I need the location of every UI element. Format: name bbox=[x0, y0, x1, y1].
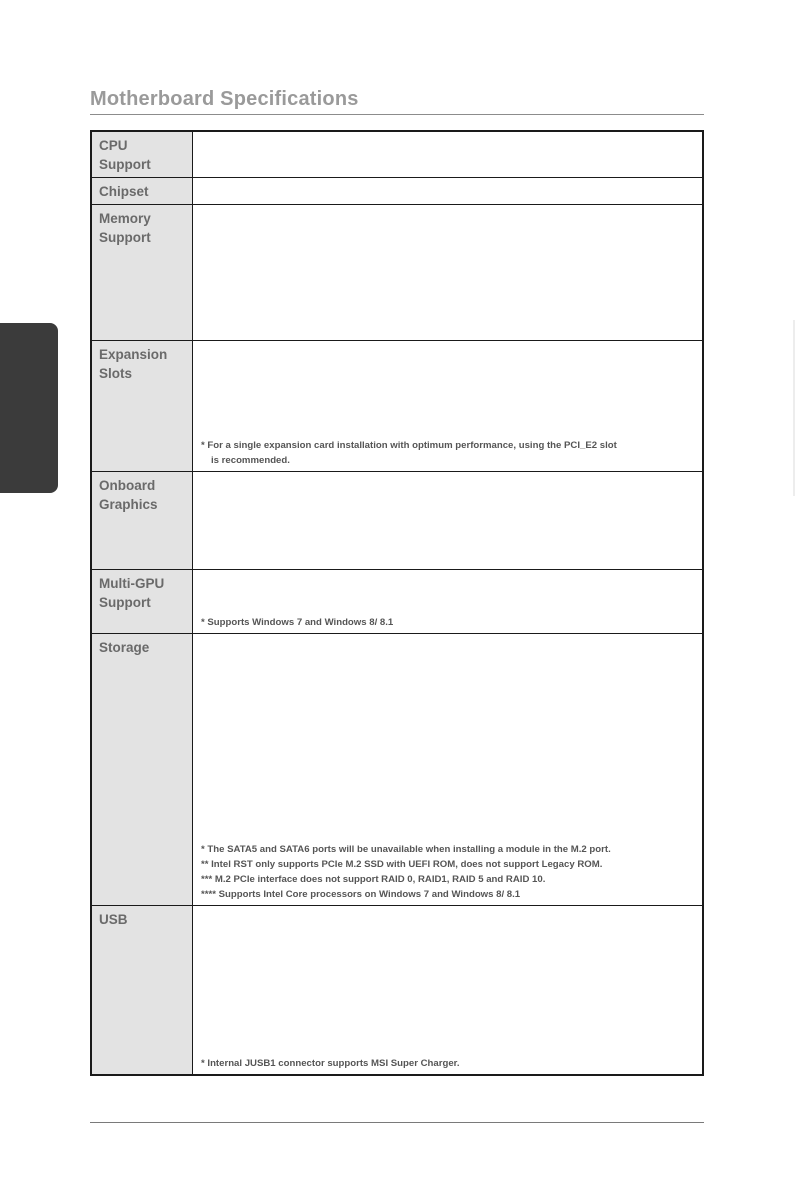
footnote: is recommended. bbox=[211, 454, 290, 466]
footnote: **** Supports Intel Core processors on Windows 7 and Windows 8/ 8.1 bbox=[201, 888, 521, 900]
spec-content-chipset bbox=[193, 177, 704, 204]
footnote: * Supports Windows 7 and Windows 8/ 8.1 bbox=[201, 616, 394, 628]
footnotes bbox=[201, 438, 694, 468]
chapter-side-tab bbox=[0, 323, 58, 493]
spec-label-cell bbox=[91, 131, 193, 177]
spec-content-expansion-slots bbox=[193, 340, 704, 471]
spec-row-usb bbox=[91, 905, 703, 1075]
spec-label-expansion-slots: Expansion Slots bbox=[99, 346, 168, 381]
spec-content-onboard-graphics bbox=[193, 471, 704, 569]
footnote: *** M.2 PCIe interface does not support RAID 0, RAID1, RAID 5 and RAID 10. bbox=[201, 873, 546, 885]
spec-label-multi-gpu-support: Multi-GPU Support bbox=[99, 575, 165, 610]
spec-content-cpu-support bbox=[193, 131, 704, 177]
spec-content-memory-support bbox=[193, 204, 704, 340]
spec-label-storage: Storage bbox=[99, 639, 150, 655]
spec-row-storage bbox=[91, 633, 703, 905]
footnote: * Internal JUSB1 connector supports MSI Super Charger. bbox=[201, 1058, 460, 1069]
footnotes bbox=[201, 842, 694, 902]
footnote: * For a single expansion card installation with optimum performance, using the PCI_E2 slot bbox=[201, 439, 617, 451]
spec-content-usb bbox=[193, 905, 704, 1075]
spec-label-cell bbox=[91, 177, 193, 204]
spec-row-expansion-slots bbox=[91, 340, 703, 471]
footnote: ** Intel RST only supports PCIe M.2 SSD with UEFI ROM, does not support Legacy ROM. bbox=[201, 858, 603, 870]
spec-label-cell bbox=[91, 569, 193, 633]
footnote: * The SATA5 and SATA6 ports will be unavailable when installing a module in the M.2 port. bbox=[201, 843, 611, 855]
spec-content-multi-gpu-support bbox=[193, 569, 704, 633]
spec-row-memory-support bbox=[91, 204, 703, 340]
spec-label-cell bbox=[91, 204, 193, 340]
spec-label-cell bbox=[91, 905, 193, 1075]
spec-row-chipset bbox=[91, 177, 703, 204]
footnotes bbox=[201, 1056, 694, 1071]
spec-label-onboard-graphics: Onboard Graphics bbox=[99, 477, 158, 512]
spec-label-chipset: Chipset bbox=[99, 183, 149, 199]
spec-content-storage bbox=[193, 633, 704, 905]
specifications-table bbox=[90, 130, 704, 1076]
spec-row-cpu-support bbox=[91, 131, 703, 177]
spec-label-cell bbox=[91, 340, 193, 471]
spec-label-cell bbox=[91, 471, 193, 569]
footer-rule bbox=[90, 1122, 704, 1123]
spec-row-onboard-graphics bbox=[91, 471, 703, 569]
spec-label-cpu-support: CPU Support bbox=[99, 138, 151, 172]
footnotes bbox=[201, 615, 694, 630]
title-underline bbox=[90, 114, 704, 115]
spec-label-cell bbox=[91, 633, 193, 905]
spec-label-memory-support: Memory Support bbox=[99, 210, 151, 245]
spec-label-usb: USB bbox=[99, 911, 128, 927]
page-title: Motherboard Specifications bbox=[90, 88, 359, 110]
spec-row-multi-gpu-support bbox=[91, 569, 703, 633]
